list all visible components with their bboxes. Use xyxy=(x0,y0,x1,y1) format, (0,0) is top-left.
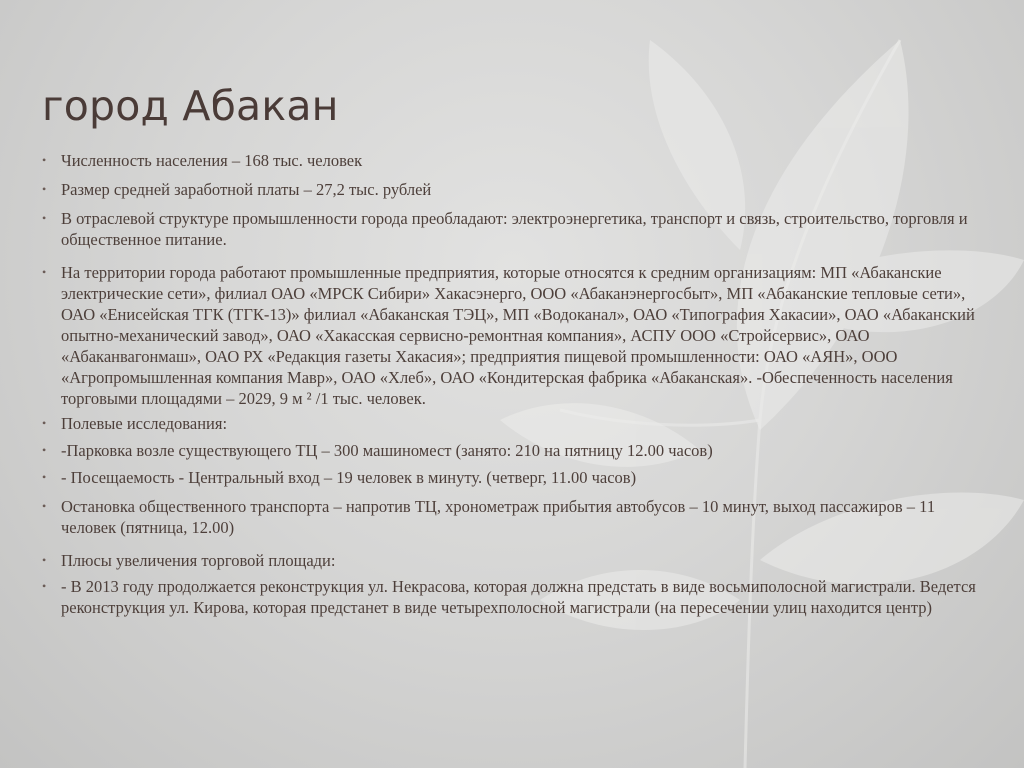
bullet-icon: • xyxy=(42,416,47,430)
bullet-icon: • xyxy=(42,211,47,225)
list-item xyxy=(42,413,982,434)
bullet-icon: • xyxy=(42,579,47,593)
list-item xyxy=(42,262,982,409)
list-item xyxy=(42,179,982,200)
list-item xyxy=(42,576,982,618)
item-text: -Парковка возле существующего ТЦ – 300 машиномест (занято: 210 на пятницу 12.00 часов) xyxy=(61,441,713,460)
item-text: Размер средней заработной платы – 27,2 тыс. рублей xyxy=(61,180,432,199)
item-text: Плюсы увеличения торговой площади: xyxy=(61,551,336,570)
list-item xyxy=(42,208,982,250)
item-text: В отраслевой структуре промышленности города преобладают: электроэнергетика, транспорт и связь, строительство, торговля и общественное питание. xyxy=(61,209,968,249)
bullet-icon: • xyxy=(42,182,47,196)
bullet-icon: • xyxy=(42,153,47,167)
bullet-icon: • xyxy=(42,470,47,484)
bullet-icon: • xyxy=(42,499,47,513)
item-text: - Посещаемость - Центральный вход – 19 человек в минуту. (четверг, 11.00 часов) xyxy=(61,468,637,487)
bullet-icon: • xyxy=(42,553,47,567)
item-text: На территории города работают промышленные предприятия, которые относятся к средним организациям: МП «Абаканские электрические сети», филиал ОАО «МРСК Сибири» Хакасэнерго, ООО «Абаканэнергосбыт», МП «Абаканские тепловые сети», ОАО «Енисейская ТГК (ТГК-13)» филиал «Абаканская ТЭЦ», МП «Водоканал», ОАО «Типография Хакасии», ОАО «Абаканский опытно-механический завод», ОАО «Хакасская сервисно-ремонтная компания», АСПУ ООО «Стройсервис», ОАО «Абаканвагонмаш», ОАО РХ «Редакция газеты Хакасия»; предприятия пищевой промышленности: ОАО «АЯН», ООО «Агропромышленная компания Мавр», ОАО «Хлеб», ОАО «Кондитерская фабрика «Абаканская». -Обеспеченность населения торговыми площадями – 2029, 9 м ² /1 тыс. человек. xyxy=(61,263,975,408)
list-item xyxy=(42,496,982,538)
list-item xyxy=(42,467,982,488)
item-text: Полевые исследования: xyxy=(61,414,228,433)
bullet-icon: • xyxy=(42,265,47,279)
list-item xyxy=(42,440,982,461)
item-text: - В 2013 году продолжается реконструкция ул. Некрасова, которая должна предстать в виде восьмиполосной магистрали. Ведется реконструкция ул. Кирова, которая предстанет в виде четырехполосной магистрали (на пересечении улиц находится центр) xyxy=(61,577,976,617)
list-item xyxy=(42,150,982,171)
item-text: Остановка общественного транспорта – напротив ТЦ, хронометраж прибытия автобусов – 10 минут, выход пассажиров – 11 человек (пятница, 12.00) xyxy=(61,497,936,537)
bullet-icon: • xyxy=(42,443,47,457)
item-text: Численность населения – 168 тыс. человек xyxy=(61,151,363,170)
slide-title: город Абакан xyxy=(42,82,339,130)
list-item xyxy=(42,550,982,571)
bullet-list xyxy=(42,150,982,618)
